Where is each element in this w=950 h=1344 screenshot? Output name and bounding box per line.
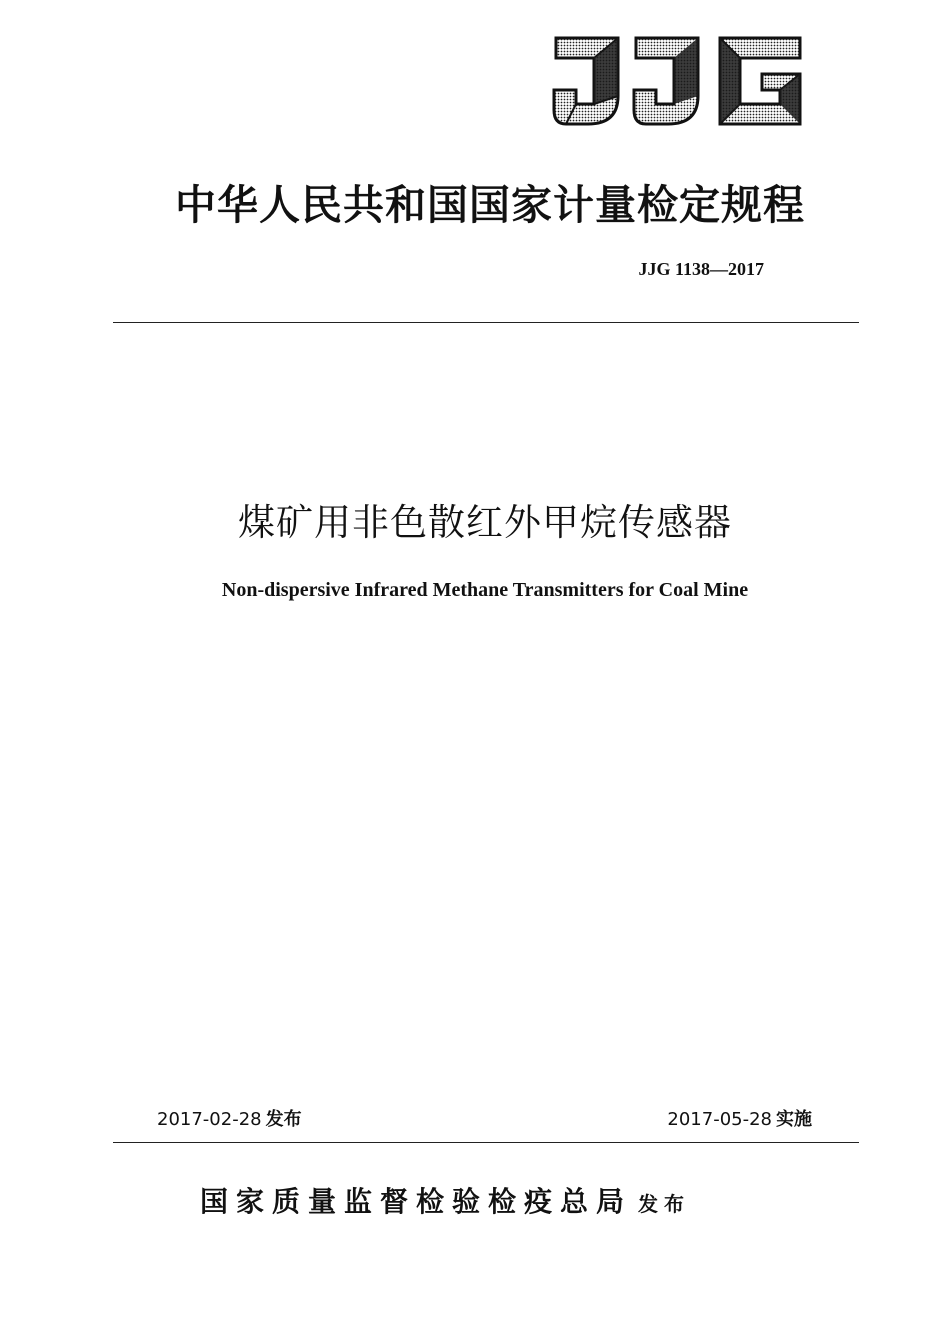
document-title-english: Non-dispersive Infrared Methane Transmitters for Coal Mine [221,579,749,601]
effective-date-value: 2017-05-28 [667,1109,772,1130]
issuer-suffix: 发布 [638,1192,691,1216]
effective-date [667,1105,812,1131]
top-divider [113,322,859,323]
standard-number: JJG 1138—2017 [638,259,764,279]
issue-date-label: 发布 [265,1109,302,1130]
bottom-divider [113,1142,859,1143]
issue-date [157,1105,302,1131]
document-title-chinese: 煤矿用非色散红外甲烷传感器 [238,501,732,544]
issuer-name: 国家质量监督检验检疫总局 [200,1185,633,1218]
issue-date-value: 2017-02-28 [157,1109,262,1130]
jjg-logo [548,32,808,132]
jjg-logo-graphic [548,32,808,132]
issuing-authority [200,1180,690,1220]
regulation-category-title: 中华人民共和国国家计量检定规程 [175,181,805,229]
effective-date-label: 实施 [776,1109,812,1130]
